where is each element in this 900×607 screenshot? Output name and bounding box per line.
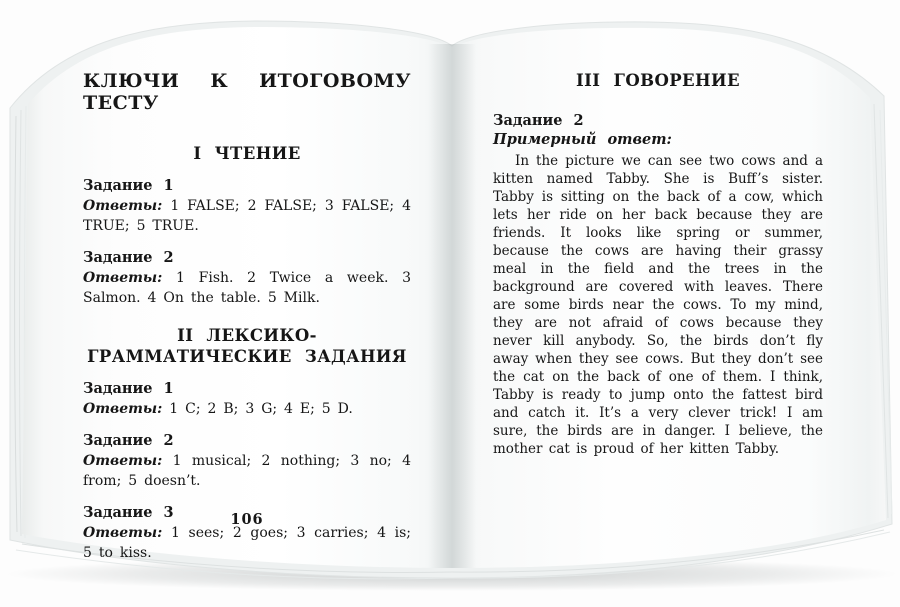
section-heading-lexical-grammar: II ЛЕКСИКО-ГРАММАТИЧЕСКИЕ ЗАДАНИЯ xyxy=(87,326,407,366)
answers-line xyxy=(83,268,411,308)
left-page-content xyxy=(83,70,411,563)
answers-line xyxy=(83,196,411,236)
answers-line xyxy=(83,451,411,491)
answers-label: Ответы: xyxy=(83,198,163,214)
answers-label: Ответы: xyxy=(83,525,163,541)
answers-text: 1 musical; 2 nothing; 3 no; 4 from; 5 doesn’t. xyxy=(83,453,411,489)
answers-label: Примерный ответ: xyxy=(493,131,672,148)
task-block xyxy=(83,380,411,419)
task-heading: Задание 2 xyxy=(83,249,174,266)
answers-text: 1 Fish. 2 Twice a week. 3 Salmon. 4 On the table. 5 Milk. xyxy=(83,270,412,306)
answers-label: Ответы: xyxy=(83,453,163,469)
task-heading: Задание 2 xyxy=(83,432,174,449)
answers-line xyxy=(83,399,411,419)
gutter-shadow xyxy=(428,44,476,568)
task-block xyxy=(83,249,411,308)
section-heading-speaking: III ГОВОРЕНИЕ xyxy=(576,71,740,90)
page-title: КЛЮЧИ К ИТОГОВОМУ ТЕСТУ xyxy=(83,70,411,114)
right-page-content xyxy=(493,70,823,458)
answers-text: 1 sees; 2 goes; 3 carries; 4 is; 5 to kiss. xyxy=(83,525,411,561)
section-heading-reading: I ЧТЕНИЕ xyxy=(193,144,301,163)
task-block xyxy=(83,177,411,236)
answers-label: Ответы: xyxy=(83,401,163,417)
task-heading: Задание 2 xyxy=(493,112,584,129)
task-heading: Задание 1 xyxy=(83,380,174,397)
answers-text: 1 FALSE; 2 FALSE; 3 FALSE; 4 TRUE; 5 TRUE. xyxy=(83,198,412,234)
sample-answer-label xyxy=(493,130,823,150)
task-heading: Задание 3 xyxy=(83,504,174,521)
task-heading: Задание 1 xyxy=(83,177,174,194)
answers-label: Ответы: xyxy=(83,270,163,286)
task-block xyxy=(83,432,411,491)
answers-line xyxy=(83,523,411,563)
page-number: 106 xyxy=(230,511,264,528)
answers-text: 1 C; 2 B; 3 G; 4 E; 5 D. xyxy=(169,401,353,417)
sample-answer-paragraph: In the picture we can see two cows and a kitten named Tabby. She is Buff’s sister. Tabby is sitting on the back of a cow, which lets her ride on her back because they are friends. It looks like spring or summer, because the cows are having their grassy meal in the field and the trees in the background are covered with leaves. There are some birds near the cows. To my mind, they are not afraid of cows because they never kill anybody. So, the birds don’t fly away when they see cows. But they don’t see the cat on the back of one of them. I think, Tabby is ready to jump onto the fattest bird and catch it. It’s a very clever trick! I am sure, the birds are in danger. I believe, the mother cat is proud of her kitten Tabby. xyxy=(493,153,823,457)
